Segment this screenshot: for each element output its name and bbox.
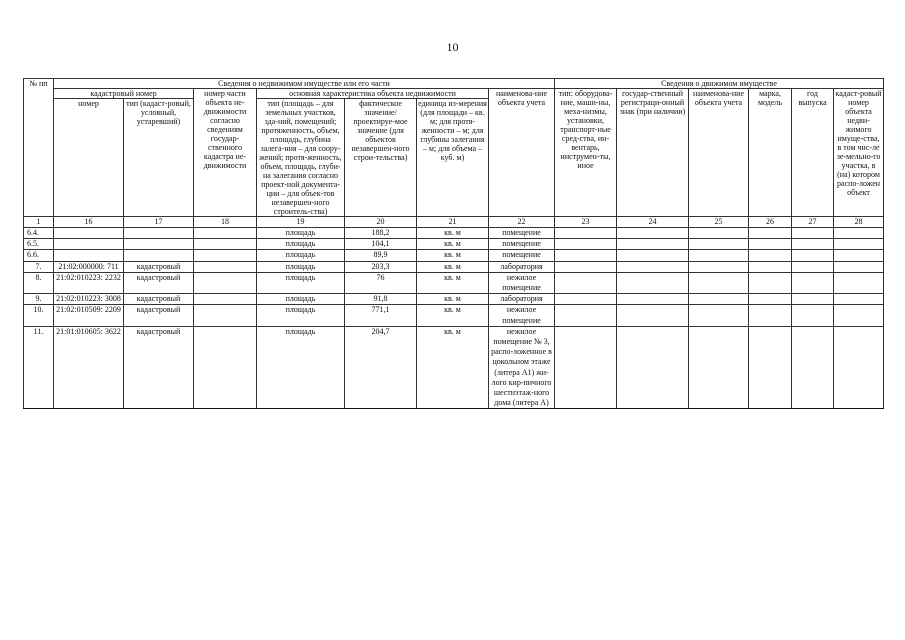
column-number-row bbox=[24, 217, 884, 228]
row-unit: кв. м bbox=[417, 294, 489, 305]
row-cad-number: 21:02:010509: 2209 bbox=[54, 305, 124, 326]
header-mov-name: наименова-ние объекта учета bbox=[689, 89, 749, 217]
property-register-table bbox=[23, 78, 884, 409]
row-name: помещение bbox=[489, 239, 555, 250]
row-no: 10. bbox=[24, 305, 54, 326]
row-cad-number: 21:01:010605: 3622 bbox=[54, 326, 124, 409]
row-no: 9. bbox=[24, 294, 54, 305]
column-number: 27 bbox=[792, 217, 834, 228]
row-unit: кв. м bbox=[417, 228, 489, 239]
column-number: 18 bbox=[194, 217, 257, 228]
row-cad-type: кадастровый bbox=[124, 305, 194, 326]
table-row bbox=[24, 305, 884, 326]
row-unit: кв. м bbox=[417, 250, 489, 261]
column-number: 21 bbox=[417, 217, 489, 228]
row-no: 6.6. bbox=[24, 250, 54, 261]
row-value: 104,1 bbox=[345, 239, 417, 250]
row-cad-type: кадастровый bbox=[124, 294, 194, 305]
row-cad-number bbox=[54, 239, 124, 250]
row-unit: кв. м bbox=[417, 239, 489, 250]
header-char-type: тип (площадь – для земельных участков, зда-ний, помещений; протяженность, объем, площадь, глубина залега-ния – для соору-жений; протя-женность, объем, площадь, глуби-на залегания согласно проект-ной документа-ции – для объек-тов незавершен-ного строитель-ства) bbox=[257, 99, 345, 217]
header-char-value: фактическое значение/ проектируе-мое значение (для объектов незавершен-ного строи-тельства) bbox=[345, 99, 417, 217]
column-number: 26 bbox=[749, 217, 792, 228]
row-no: 7. bbox=[24, 261, 54, 272]
table-row bbox=[24, 272, 884, 293]
row-cad-type bbox=[124, 228, 194, 239]
row-cad-number: 21:02:000000: 711 bbox=[54, 261, 124, 272]
row-part bbox=[194, 250, 257, 261]
row-value: 89,9 bbox=[345, 250, 417, 261]
row-name: нежилое помещение № 3, распо-ложенное в цокольном этаже (литера А1) жи-лого кир-пичного шестиэтаж-ного дома (литера А) bbox=[489, 326, 555, 409]
row-no: 6.4. bbox=[24, 228, 54, 239]
row-part bbox=[194, 261, 257, 272]
row-value: 771,1 bbox=[345, 305, 417, 326]
row-unit: кв. м bbox=[417, 305, 489, 326]
row-name: нежилое помещение bbox=[489, 305, 555, 326]
row-part bbox=[194, 326, 257, 409]
page-number: 10 bbox=[446, 40, 459, 54]
row-cad-number bbox=[54, 228, 124, 239]
header-part-number: номер части объекта не-движимости согласно сведениям государ-ственного кадастра не-движимости bbox=[194, 89, 257, 217]
column-number: 16 bbox=[54, 217, 124, 228]
header-mov-brand: марка, модель bbox=[749, 89, 792, 217]
row-name: нежилое помещение bbox=[489, 272, 555, 293]
table-row bbox=[24, 294, 884, 305]
header-main-char-group: основная характеристика объекта недвижимости bbox=[257, 89, 489, 99]
row-char-type: площадь bbox=[257, 294, 345, 305]
column-number: 28 bbox=[834, 217, 884, 228]
column-number: 20 bbox=[345, 217, 417, 228]
header-no: № пп bbox=[24, 79, 54, 217]
row-value: 188,2 bbox=[345, 228, 417, 239]
header-mov-year: год выпуска bbox=[792, 89, 834, 217]
header-cadastral-group: кадастровый номер bbox=[54, 89, 194, 99]
table-row bbox=[24, 239, 884, 250]
row-value: 203,3 bbox=[345, 261, 417, 272]
row-char-type: площадь bbox=[257, 272, 345, 293]
row-part bbox=[194, 305, 257, 326]
row-cad-type: кадастровый bbox=[124, 272, 194, 293]
row-name: лаборатория bbox=[489, 261, 555, 272]
row-char-type: площадь bbox=[257, 239, 345, 250]
row-no: 6.5. bbox=[24, 239, 54, 250]
header-mov-cad: кадаст-ровый номер объекта недви-жимого имуще-ства, в том чис-ле зе-мельно-го участка, в (на) котором распо-ложен объект bbox=[834, 89, 884, 217]
row-cad-type: кадастровый bbox=[124, 326, 194, 409]
row-unit: кв. м bbox=[417, 326, 489, 409]
row-name: помещение bbox=[489, 250, 555, 261]
row-char-type: площадь bbox=[257, 250, 345, 261]
header-mov-type: тип: оборудова-ние, маши-ны, меха-низмы, установки, транспорт-ные сред-ства, ин-вентарь, инструмен-ты, иное bbox=[555, 89, 617, 217]
header-char-unit: единица из-мерения (для площади – кв. м; для протя-женности – м; для глубины залегания – м; для объема – куб. м) bbox=[417, 99, 489, 217]
row-char-type: площадь bbox=[257, 261, 345, 272]
row-char-type: площадь bbox=[257, 228, 345, 239]
header-immovable-name: наименова-ние объекта учета bbox=[489, 89, 555, 217]
row-part bbox=[194, 294, 257, 305]
column-number: 23 bbox=[555, 217, 617, 228]
row-value: 76 bbox=[345, 272, 417, 293]
column-number: 22 bbox=[489, 217, 555, 228]
row-cad-number bbox=[54, 250, 124, 261]
row-part bbox=[194, 228, 257, 239]
column-number: 1 bbox=[24, 217, 54, 228]
row-char-type: площадь bbox=[257, 326, 345, 409]
column-number: 17 bbox=[124, 217, 194, 228]
header-cad-number: номер bbox=[54, 99, 124, 217]
row-value: 91,8 bbox=[345, 294, 417, 305]
row-name: лаборатория bbox=[489, 294, 555, 305]
row-cad-type bbox=[124, 239, 194, 250]
column-number: 25 bbox=[689, 217, 749, 228]
header-cad-type: тип (кадаст-ровый, условный, устаревший) bbox=[124, 99, 194, 217]
table-row bbox=[24, 228, 884, 239]
row-part bbox=[194, 239, 257, 250]
row-value: 204,7 bbox=[345, 326, 417, 409]
header-movable-group: Сведения о движимом имуществе bbox=[555, 79, 884, 89]
header-mov-reg: государ-ственный регистраци-онный знак (при наличии) bbox=[617, 89, 689, 217]
row-cad-type: кадастровый bbox=[124, 261, 194, 272]
row-no: 11. bbox=[24, 326, 54, 409]
row-cad-type bbox=[124, 250, 194, 261]
table-row bbox=[24, 326, 884, 409]
row-name: помещение bbox=[489, 228, 555, 239]
row-cad-number: 21:02:010223: 3008 bbox=[54, 294, 124, 305]
row-part bbox=[194, 272, 257, 293]
table-row bbox=[24, 261, 884, 272]
row-cad-number: 21:02:010223: 2232 bbox=[54, 272, 124, 293]
row-unit: кв. м bbox=[417, 261, 489, 272]
column-number: 24 bbox=[617, 217, 689, 228]
row-char-type: площадь bbox=[257, 305, 345, 326]
table-row bbox=[24, 250, 884, 261]
row-no: 8. bbox=[24, 272, 54, 293]
header-immovable-group: Сведения о недвижимом имуществе или его части bbox=[54, 79, 555, 89]
column-number: 19 bbox=[257, 217, 345, 228]
row-unit: кв. м bbox=[417, 272, 489, 293]
